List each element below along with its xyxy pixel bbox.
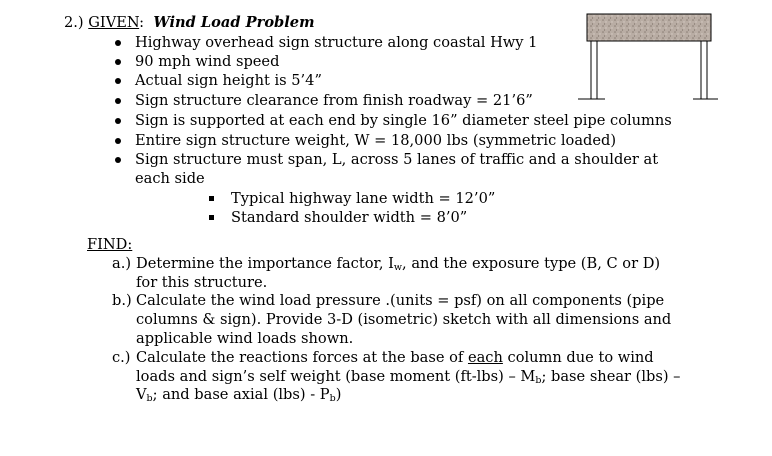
given-label: GIVEN bbox=[88, 14, 140, 31]
given-item: Sign structure clearance from finish roadway = 21’6” bbox=[135, 92, 533, 109]
bullet-icon bbox=[115, 138, 121, 144]
given-item: Actual sign height is 5’4” bbox=[135, 72, 322, 89]
sub-item: Standard shoulder width = 8’0” bbox=[231, 209, 468, 226]
bullet-icon bbox=[115, 157, 121, 163]
problem-header bbox=[64, 13, 315, 32]
find-a-line2: for this structure. bbox=[136, 274, 268, 291]
sign-structure-sketch bbox=[578, 13, 718, 101]
find-label: FIND: bbox=[87, 236, 133, 253]
find-a-label: a.) bbox=[112, 255, 132, 272]
given-item: Sign is supported at each end by single 16” diameter steel pipe columns bbox=[135, 112, 672, 129]
find-c-line3: $V_b$; and base axial $(lbs) - P_b$) bbox=[136, 386, 342, 404]
given-item-continuation: each side bbox=[135, 170, 205, 187]
bullet-icon bbox=[115, 98, 121, 104]
bullet-icon bbox=[115, 40, 121, 46]
given-item: Sign structure must span, L, across 5 lanes of traffic and a shoulder at bbox=[135, 151, 659, 168]
bullet-icon bbox=[115, 59, 121, 65]
find-c-line1: Calculate the reactions forces at the base of each column due to wind bbox=[136, 349, 654, 366]
square-bullet-icon bbox=[209, 215, 214, 220]
given-colon: : bbox=[139, 14, 145, 31]
find-b-line3: applicable wind loads shown. bbox=[136, 330, 354, 347]
sign-panel bbox=[587, 14, 711, 41]
find-b-line1: Calculate the wind load pressure .(units = psf) on all components (pipe bbox=[136, 292, 665, 309]
given-item: Entire sign structure weight, W = 18,000 lbs (symmetric loaded) bbox=[135, 132, 617, 149]
find-b-line2: columns & sign). Provide 3-D (isometric) sketch with all dimensions and bbox=[136, 311, 672, 328]
problem-number: 2.) bbox=[64, 14, 84, 31]
find-c-line2: loads and sign’s self weight (base moment $(ft-lbs) - M_b$; base shear (lbs) – bbox=[136, 368, 681, 386]
given-item: Highway overhead sign structure along coastal Hwy 1 bbox=[135, 34, 538, 51]
find-a-line1: Determine the importance factor, $I_w$, and the exposure type (B, C or D) bbox=[136, 255, 661, 273]
square-bullet-icon bbox=[209, 196, 214, 201]
find-b-label: b.) bbox=[112, 292, 132, 309]
bullet-icon bbox=[115, 118, 121, 124]
problem-title: Wind Load Problem bbox=[153, 14, 315, 31]
bullet-icon bbox=[115, 78, 121, 84]
given-item: 90 mph wind speed bbox=[135, 53, 280, 70]
find-c-label: c.) bbox=[112, 349, 131, 366]
sub-item: Typical highway lane width = 12’0” bbox=[231, 190, 496, 207]
